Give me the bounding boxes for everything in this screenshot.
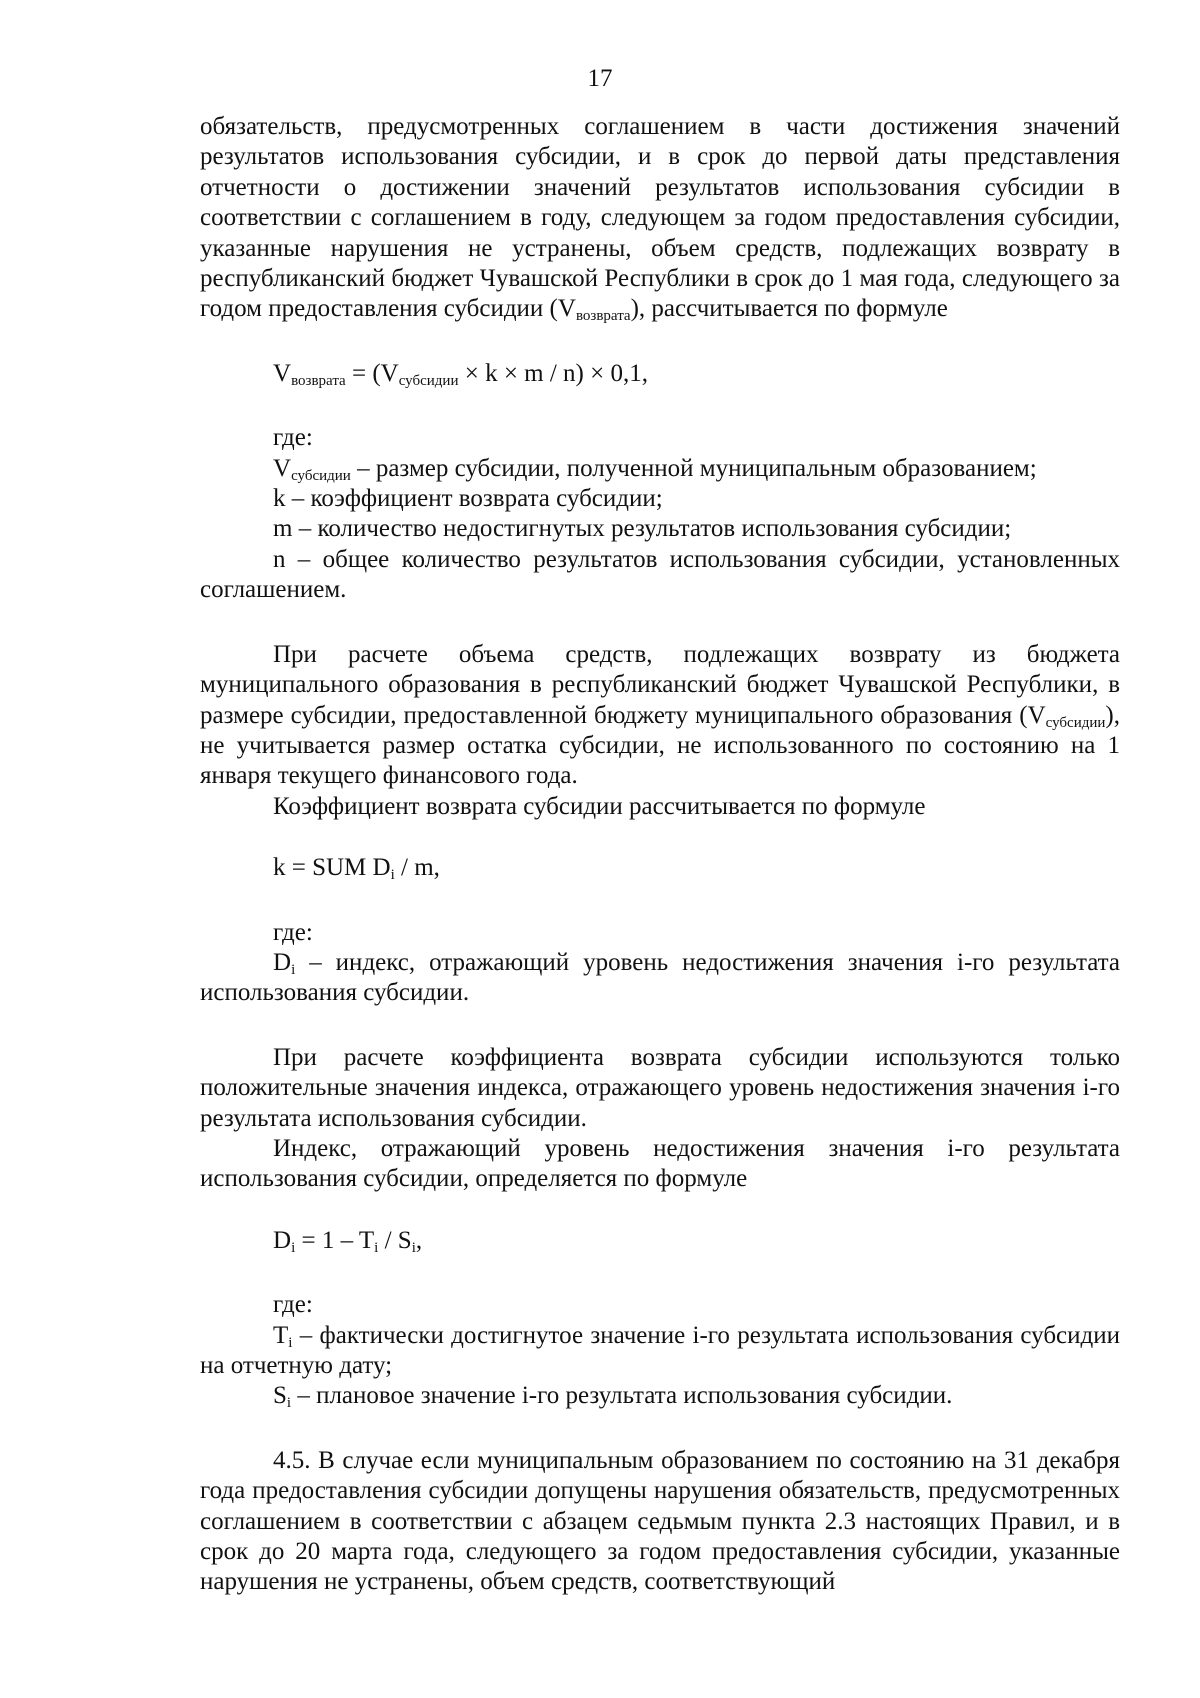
- where-label: где:: [273, 918, 313, 946]
- document-body: [200, 112, 1120, 1598]
- formula-return-volume: $V_{возврата} = (V_{субсидии} \times k \times m / n) \times 0,1$,: [273, 359, 648, 389]
- intro-paragraph: обязательств, предусмотренных соглашением в части достижения значений результатов использования субсидии, и в срок до первой даты представления отчетности о достижении значений результатов использования субсидии в соответствии с соглашением в году, следующем за годом предоставления субсидии, указанные нарушения не устранены, объем средств, подлежащих возврату в республиканский бюджет Чувашской Республики в срок до 1 мая года, следующего за годом предоставления субсидии $(V_{возврата})$, рассчитывается по формуле: [200, 113, 1120, 325]
- page-number: 17: [587, 65, 613, 92]
- definition-k: k – коэффициент возврата субсидии;: [273, 485, 663, 513]
- definition-n: n – общее количество результатов использования субсидии, установленных соглашением.: [200, 545, 1120, 604]
- where-label: где:: [273, 1291, 313, 1319]
- paragraph-calculation: При расчете объема средств, подлежащих возврату из бюджета муниципального образования в республиканский бюджет Чувашской Республики, в размере субсидии, предоставленной бюджету муниципального образования $(V_{субсидии})$, не учитывается размер остатка субсидии, не использованного по состоянию на 1 января текущего финансового года.: [200, 640, 1120, 790]
- paragraph-index: Индекс, отражающий уровень недостижения значения i-го результата использования субсидии, определяется по формуле: [200, 1134, 1120, 1193]
- formula-coefficient: k = SUM $D_i$ / m,: [273, 854, 440, 884]
- paragraph-coefficient: Коэффициент возврата субсидии рассчитывается по формуле: [273, 792, 926, 820]
- definition-m: m – количество недостигнутых результатов использования субсидии;: [273, 515, 1012, 543]
- paragraph-4-5: 4.5. В случае если муниципальным образованием по состоянию на 31 декабря года предоставления субсидии допущены нарушения обязательств, предусмотренных соглашением в соответствии с абзацем седьмым пункта 2.3 настоящих Правил, и в срок до 20 марта года, следующего за годом предоставления субсидии, указанные нарушения не устранены, объем средств, соответствующий: [200, 1446, 1120, 1596]
- definition-d: $D_i$ – индекс, отражающий уровень недостижения значения i-го результата использования субсидии.: [200, 948, 1120, 1007]
- definition-v-subsidy: $V_{субсидии}$ – размер субсидии, полученной муниципальным образованием;: [273, 454, 1037, 484]
- formula-index: $D_i = 1 - T_i / S_i$,: [273, 1226, 423, 1256]
- definition-t: $T_i$ – фактически достигнутое значение i-го результата использования субсидии на отчетную дату;: [200, 1321, 1120, 1379]
- paragraph-positive-values: При расчете коэффициента возврата субсидии используются только положительные значения индекса, отражающего уровень недостижения значения i-го результата использования субсидии.: [200, 1043, 1120, 1132]
- where-label: где:: [273, 424, 313, 452]
- definition-s: $S_i$ – плановое значение i-го результата использования субсидии.: [273, 1382, 953, 1412]
